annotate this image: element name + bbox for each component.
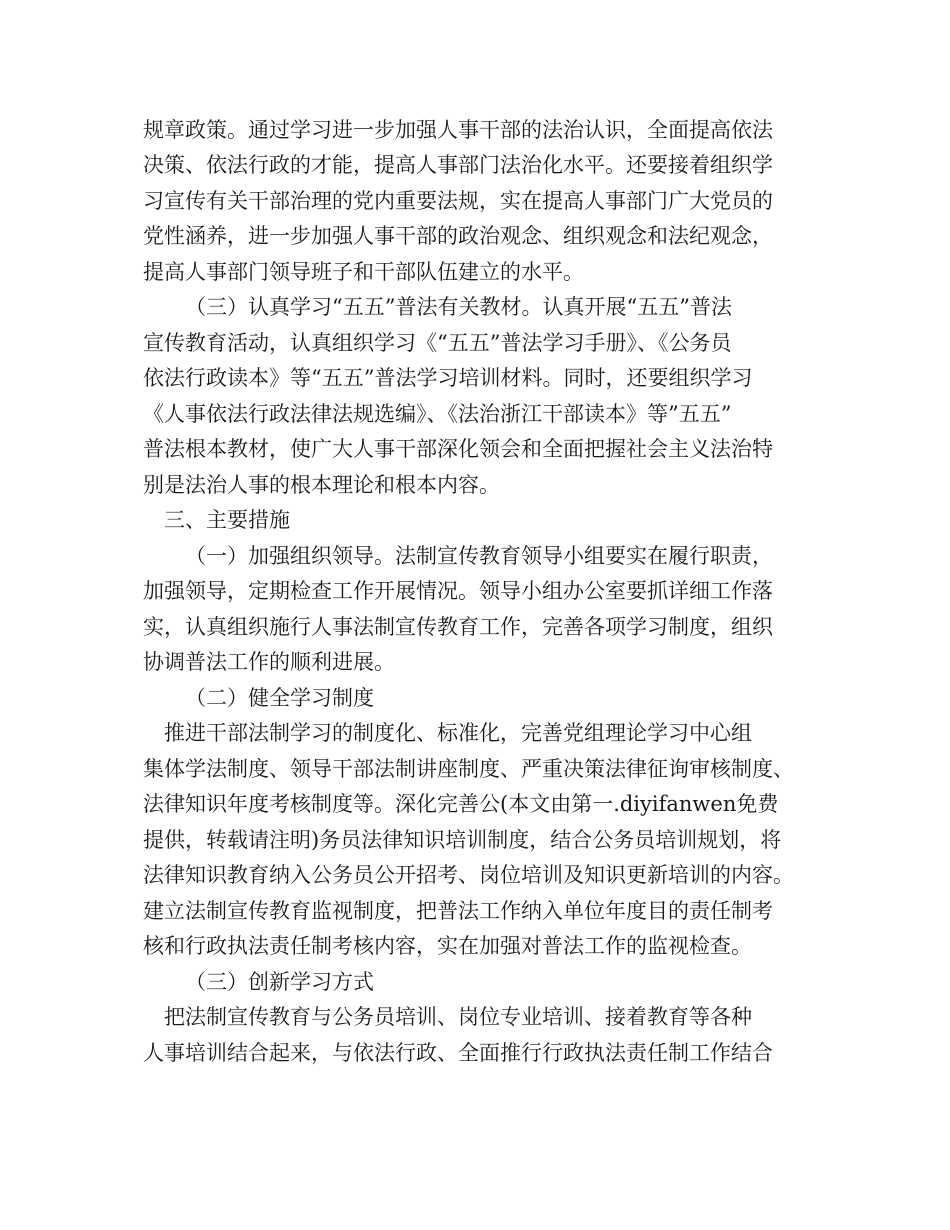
- body-text-line: 法律知识年度考核制度等。深化完善公(本文由第一.diyifanwen免费: [143, 792, 779, 816]
- body-text-line: 普法根本教材，使广大人事干部深化领会和全面把握社会主义法治特: [143, 437, 773, 461]
- body-text-line: 党性涵养，进一步加强人事干部的政治观念、组织观念和法纪观念，: [143, 224, 773, 248]
- body-text-line: 集体学法制度、领导干部法制讲座制度、严重决策法律征询审核制度、: [143, 757, 794, 781]
- body-text-line: 习宣传有关干部治理的党内重要法规，实在提高人事部门广大党员的: [143, 189, 773, 213]
- section-heading: 三、主要措施: [164, 508, 290, 532]
- body-text-line: 实，认真组织施行人事法制宣传教育工作，完善各项学习制度，组织: [143, 615, 773, 639]
- body-text-line: 规章政策。通过学习进一步加强人事干部的法治认识，全面提高依法: [143, 118, 773, 142]
- body-text-line: 提供，转载请注明)务员法律知识培训制度，结合公务员培训规划，将: [143, 828, 782, 852]
- body-text-line: 别是法治人事的根本理论和根本内容。: [143, 473, 500, 497]
- body-text-line: 提高人事部门领导班子和干部队伍建立的水平。: [143, 260, 584, 284]
- body-text-line: 法律知识教育纳入公务员公开招考、岗位培训及知识更新培训的内容。: [143, 863, 794, 887]
- body-text-line: 《人事依法行政法律法规选编》、《法治浙江干部读本》等”五五”: [143, 402, 732, 426]
- body-text-line: 协调普法工作的顺利进展。: [143, 650, 395, 674]
- body-text-line: 推进干部法制学习的制度化、标准化，完善党组理论学习中心组: [164, 721, 752, 745]
- body-text-line: 加强领导，定期检查工作开展情况。领导小组办公室要抓详细工作落: [143, 579, 773, 603]
- subsection-heading: （二）健全学习制度: [185, 686, 374, 710]
- body-text-line: 核和行政执法责任制考核内容，实在加强对普法工作的监视检查。: [143, 934, 752, 958]
- subsection-heading: （三）创新学习方式: [185, 970, 374, 994]
- body-text-line: 依法行政读本》等“五五”普法学习培训材料。同时，还要组织学习: [143, 366, 753, 390]
- body-text-line: 人事培训结合起来，与依法行政、全面推行行政执法责任制工作结合: [143, 1041, 773, 1065]
- paragraph-heading-line: （一）加强组织领导。法制宣传教育领导小组要实在履行职责，: [185, 544, 773, 568]
- body-text-line: 宣传教育活动，认真组织学习《“五五”普法学习手册》、《公务员: [143, 331, 732, 355]
- paragraph-heading-line: （三）认真学习“五五”普法有关教材。认真开展“五五”普法: [185, 295, 732, 319]
- body-text-line: 把法制宣传教育与公务员培训、岗位专业培训、接着教育等各种: [164, 1005, 752, 1029]
- body-text-line: 决策、依法行政的才能，提高人事部门法治化水平。还要接着组织学: [143, 153, 773, 177]
- body-text-line: 建立法制宣传教育监视制度，把普法工作纳入单位年度目的责任制考: [143, 899, 773, 923]
